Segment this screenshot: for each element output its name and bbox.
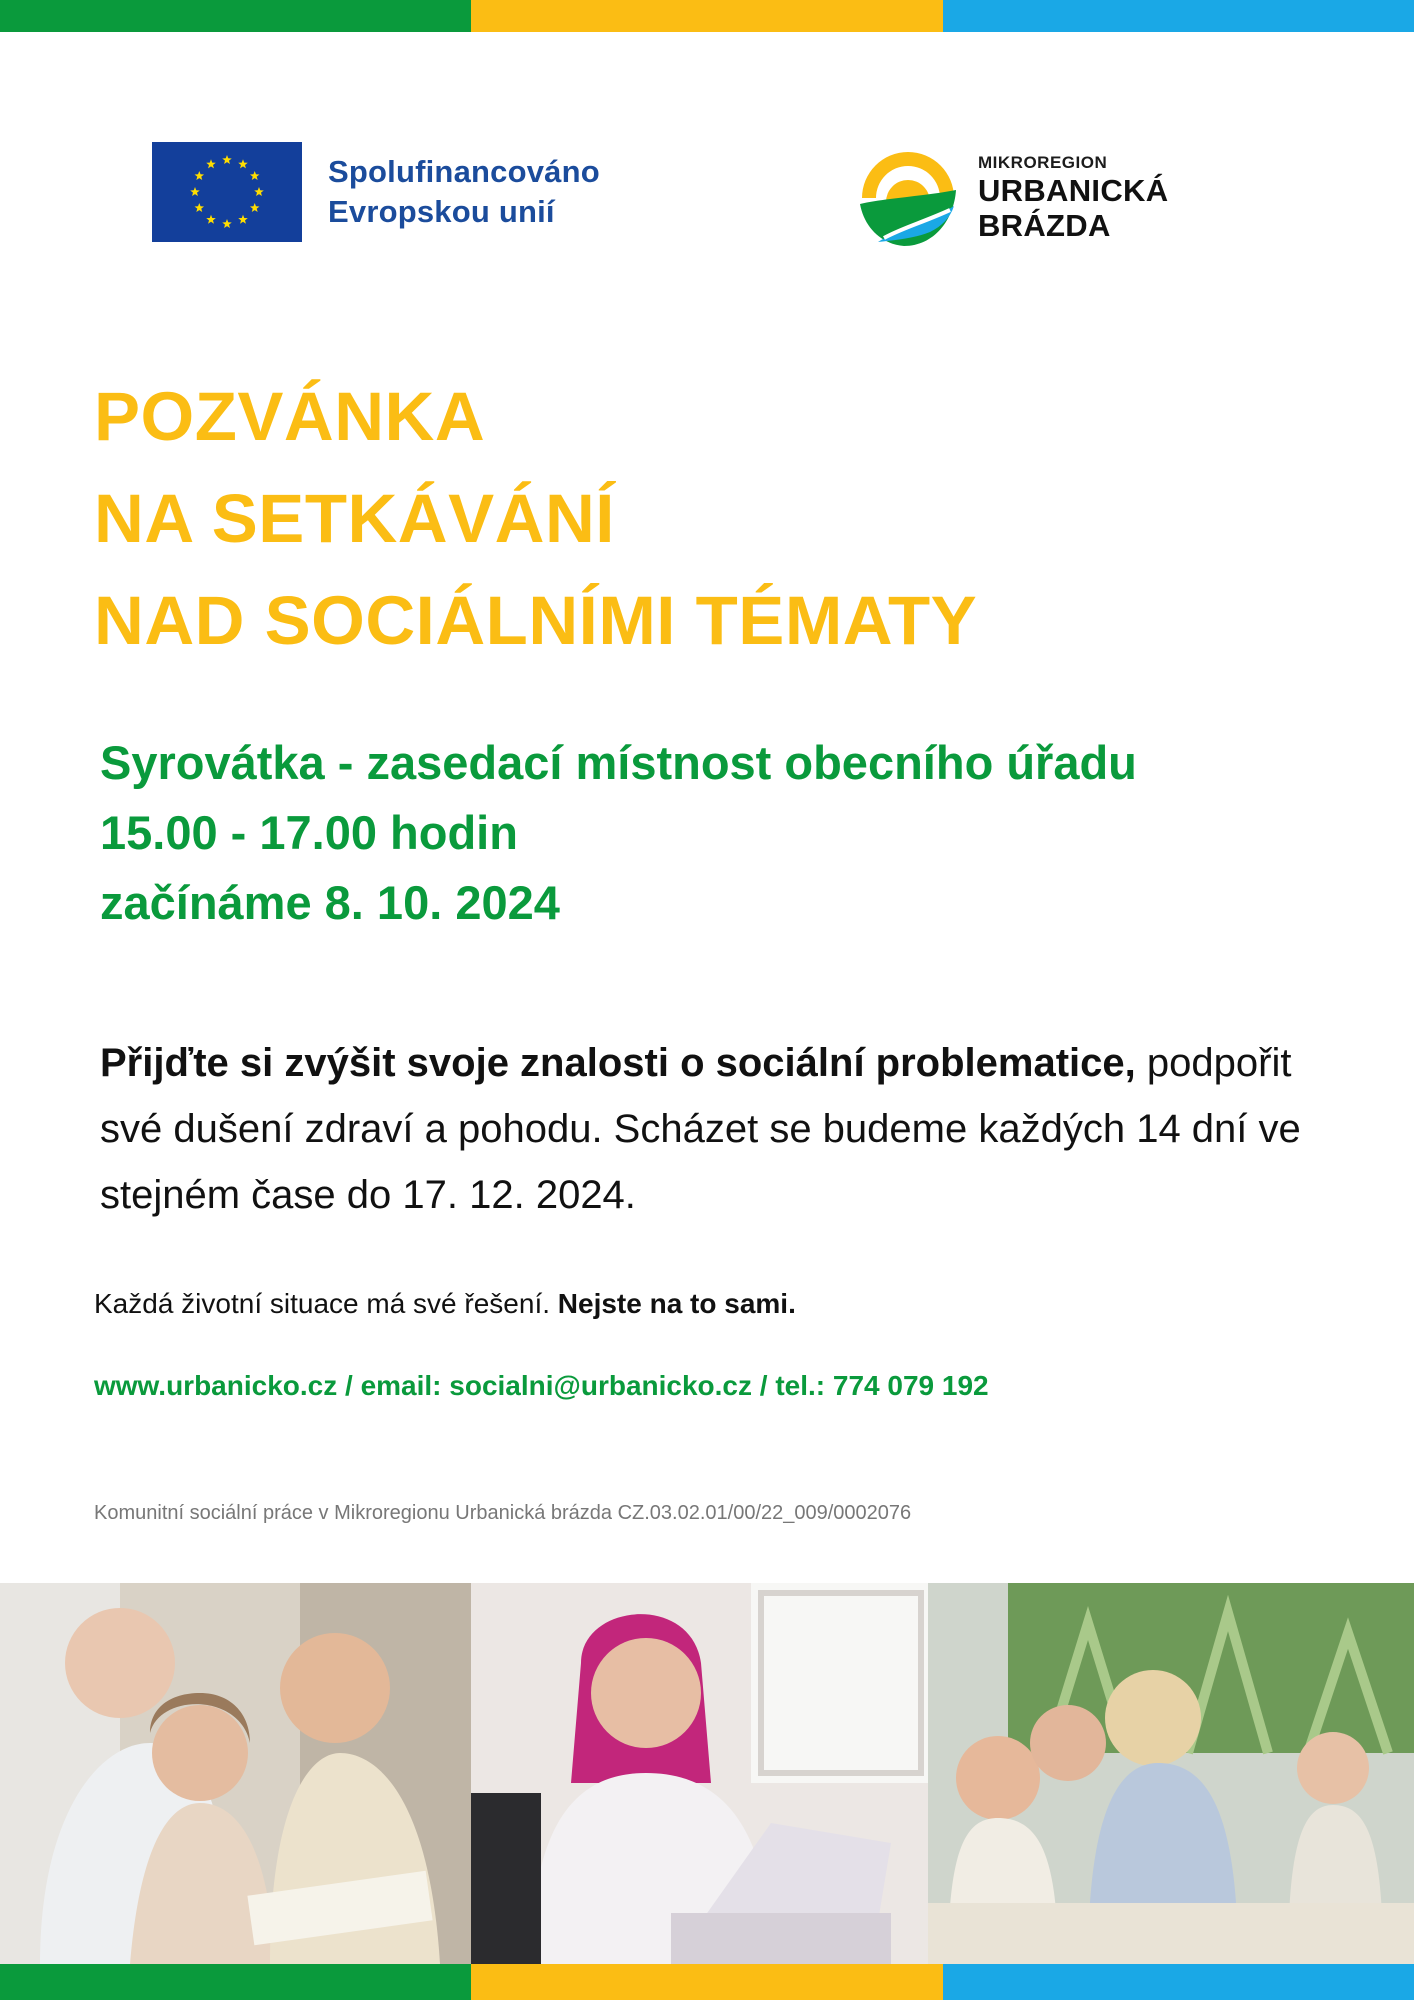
eu-cofunded-logo [152,142,600,242]
heading-line3: NAD SOCIÁLNÍMI TÉMATY [94,582,978,659]
mikroregion-label: MIKROREGION [978,153,1108,172]
project-reference: Komunitní sociální práce v Mikroregionu Urbanická brázda CZ.03.02.01/00/22_009/0002076 [94,1502,912,1524]
bottom-stripe-green [0,1964,471,2000]
stripe-green [0,0,471,32]
event-place: Syrovátka - zasedací místnost obecního úřadu [100,736,1137,789]
seniors-reading-photo [0,1583,471,1964]
mikroregion-name-line1: URBANICKÁ [978,173,1169,208]
heading-line1: POZVÁNKA [94,378,486,455]
stripe-yellow [471,0,942,32]
paragraph-bold-lead: Přijďte si zvýšit svoje znalosti o sociální problematice, [100,1041,1136,1085]
heading-line2: NA SETKÁVÁNÍ [94,480,615,557]
invitation-paragraph [100,1030,1330,1228]
event-info [100,728,1137,938]
eu-flag-icon [152,142,302,242]
photo-strip [0,1583,1414,1964]
bottom-stripe-yellow [471,1964,942,2000]
eu-logo-text [328,152,600,232]
bottom-stripe-blue [943,1964,1414,2000]
eu-logo-line1: Spolufinancováno [328,154,600,189]
stripe-blue [943,0,1414,32]
mikroregion-name-line2: BRÁZDA [978,208,1111,243]
mikroregion-emblem-icon [856,146,960,250]
contact-line[interactable]: www.urbanicko.cz / email: socialni@urbanicko.cz / tel.: 774 079 192 [94,1370,989,1401]
top-color-stripe [0,0,1414,32]
event-start-date: začínáme 8. 10. 2024 [100,876,560,929]
event-time: 15.00 - 17.00 hodin [100,806,518,859]
invitation-heading [94,366,977,672]
eu-logo-line2: Evropskou unií [328,194,555,229]
tagline-regular: Každá životní situace má své řešení. [94,1288,550,1319]
seniors-group-meeting-photo [928,1583,1414,1964]
paragraph-regular: podpořit své dušení zdraví a pohodu. Scházet se budeme každých 14 dní ve stejném čase do 17. 12. 2024. [100,1041,1301,1217]
woman-wheelchair-laptop-photo [471,1583,928,1964]
bottom-color-stripe [0,1964,1414,2000]
tagline-bold: Nejste na to sami. [557,1288,796,1319]
tagline [94,1288,796,1320]
mikroregion-logo-text [978,153,1168,243]
mikroregion-logo [856,146,1168,250]
